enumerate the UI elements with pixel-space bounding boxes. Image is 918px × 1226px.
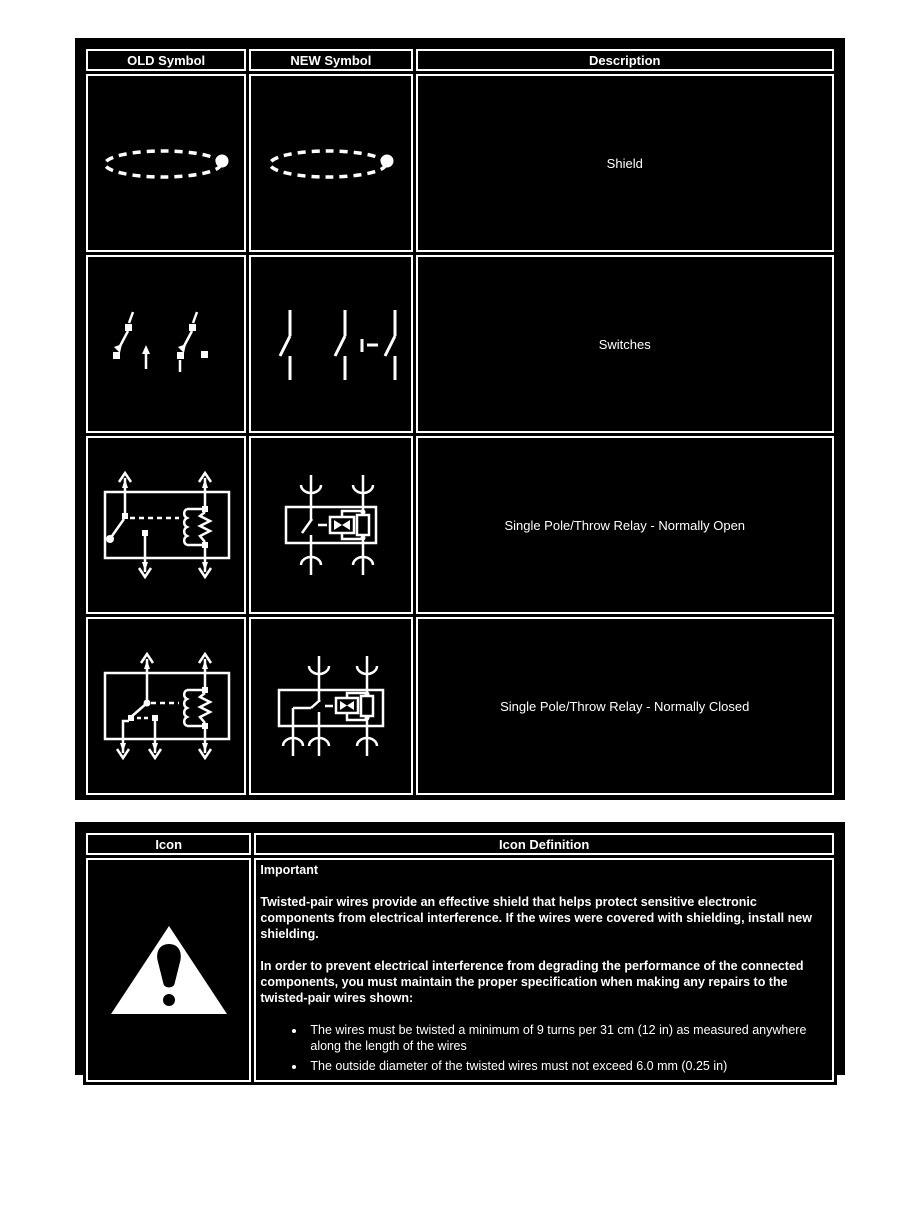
table-row-relay-nc: [86, 617, 834, 795]
definition-paragraph: In order to prevent electrical interference from degrading the performance of the connected components, you must maintain the proper specification when making any repairs to the twisted-pair wires shown:: [260, 959, 804, 1005]
icon-header-row: [86, 833, 834, 855]
column-header-old-symbol: OLD Symbol: [86, 49, 246, 71]
important-title: Important: [260, 863, 319, 877]
icon-definition-cell: [254, 858, 834, 1082]
table-row-switches: [86, 255, 834, 433]
shield-dashed-ellipse-icon: [91, 134, 241, 192]
warning-triangle-icon: [105, 920, 233, 1020]
relay-normally-closed-new-icon: [267, 650, 395, 762]
description-relay-no: Single Pole/Throw Relay - Normally Open: [416, 436, 835, 614]
relay-nc-old-symbol-cell: [86, 617, 246, 795]
column-header-icon: Icon: [86, 833, 251, 855]
warning-icon-cell: [86, 858, 251, 1082]
shield-old-symbol-cell: [86, 74, 246, 252]
bullet-item: • The outside diameter of the twisted wires must not exceed 6.0 mm (0.25 in): [306, 1058, 822, 1074]
description-shield: Shield: [416, 74, 835, 252]
symbols-table-panel: [75, 38, 845, 800]
definition-bullet-list: [260, 1022, 822, 1074]
table-row-relay-no: [86, 436, 834, 614]
switches-old-symbol-cell: [86, 255, 246, 433]
column-header-description: Description: [416, 49, 835, 71]
table-row-important: [86, 858, 834, 1082]
relay-normally-open-old-icon: [89, 466, 244, 584]
description-switches: Switches: [416, 255, 835, 433]
bullet-item: • The wires must be twisted a minimum of 9 turns per 31 cm (12 in) as measured anywhere along the length of the wires: [306, 1022, 822, 1054]
icon-definition-table: [83, 830, 837, 1085]
icon-definition-panel: [75, 822, 845, 1075]
switches-old-icon: [101, 308, 231, 380]
relay-nc-new-symbol-cell: [249, 617, 412, 795]
column-header-new-symbol: NEW Symbol: [249, 49, 412, 71]
shield-dashed-ellipse-icon: [256, 134, 406, 192]
relay-no-old-symbol-cell: [86, 436, 246, 614]
shield-new-symbol-cell: [249, 74, 412, 252]
table-row-shield: [86, 74, 834, 252]
relay-normally-closed-old-icon: [89, 647, 244, 765]
column-header-icon-definition: Icon Definition: [254, 833, 834, 855]
description-relay-nc: Single Pole/Throw Relay - Normally Closed: [416, 617, 835, 795]
symbols-header-row: [86, 49, 834, 71]
relay-normally-open-new-icon: [268, 469, 393, 581]
symbols-table: [83, 46, 837, 798]
definition-paragraph: Twisted-pair wires provide an effective shield that helps protect sensitive electronic components from electrical interference. If the wires were covered with shielding, install new shielding.: [260, 895, 812, 941]
switches-new-icon: [252, 305, 412, 383]
switches-new-symbol-cell: [249, 255, 412, 433]
relay-no-new-symbol-cell: [249, 436, 412, 614]
